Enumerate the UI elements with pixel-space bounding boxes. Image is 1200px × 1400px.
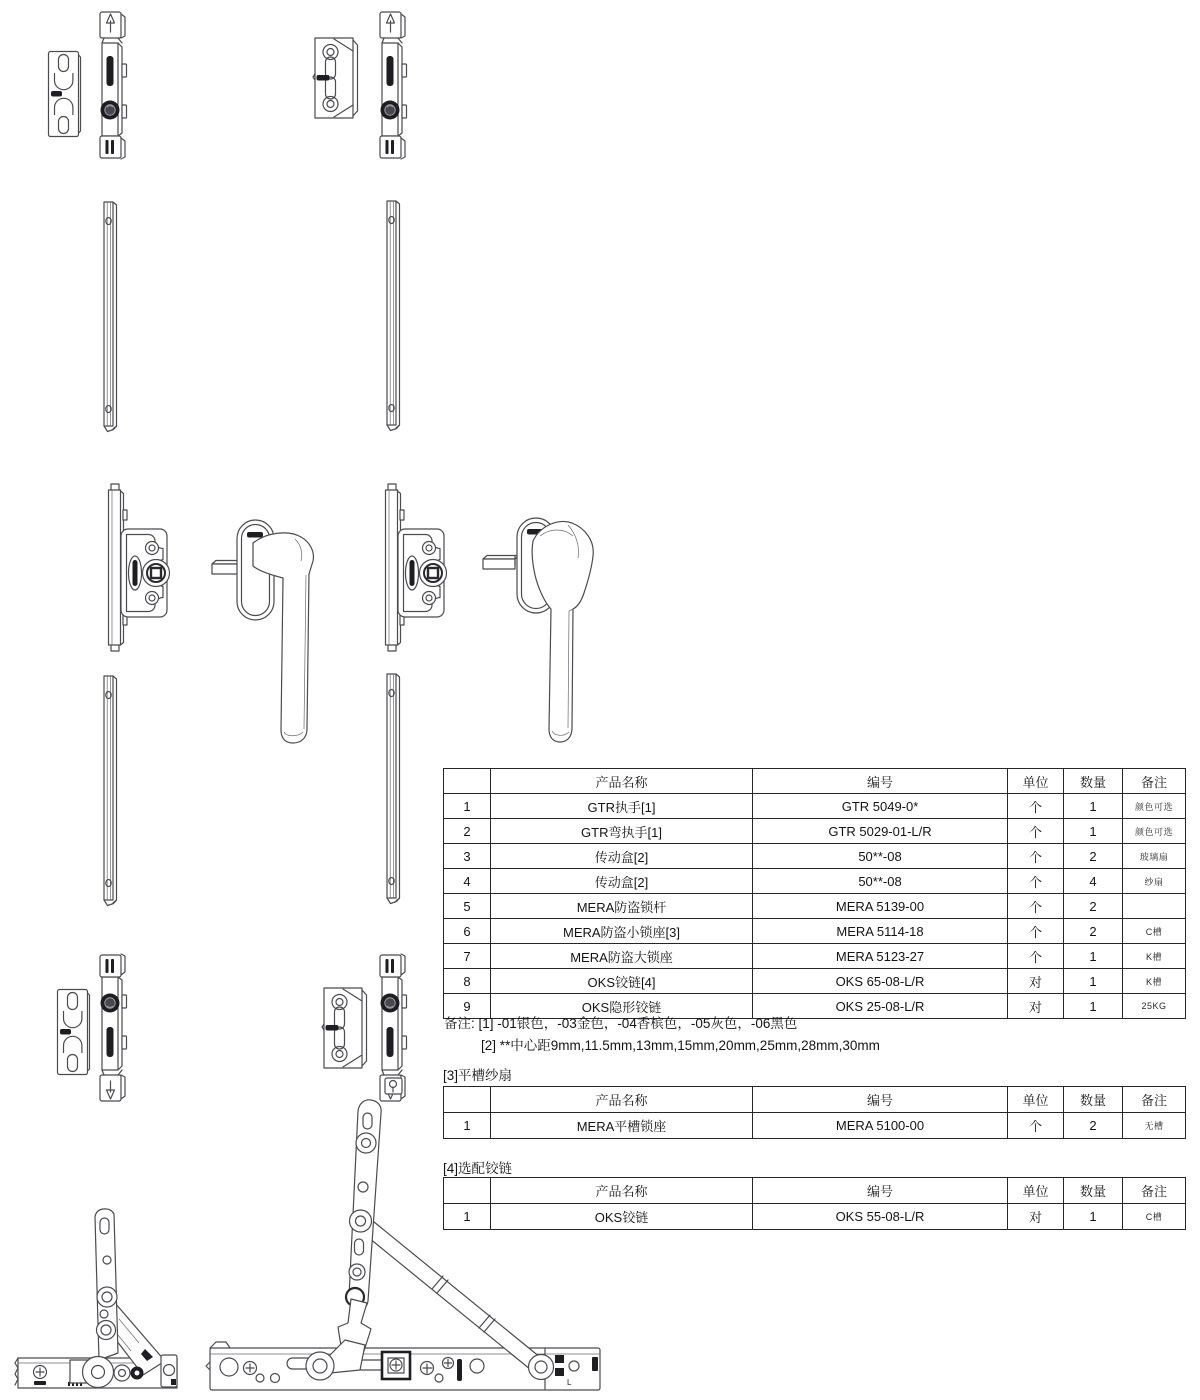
hinge-arm (95, 1209, 118, 1360)
table-row (444, 1204, 1186, 1230)
table-cell: 个 (1008, 844, 1064, 869)
handle-spindle (483, 556, 519, 570)
table-cell: MERA 5123-27 (753, 944, 1008, 969)
hinge-track-mark: L (567, 1378, 572, 1387)
note-line (444, 1013, 880, 1035)
column-header: 单位 (1008, 1178, 1064, 1204)
table-cell: MERA防盗锁杆 (491, 894, 753, 919)
table-cell: 对 (1008, 994, 1064, 1019)
table-cell: OKS 55-08-L/R (753, 1204, 1008, 1230)
column-header: 备注 (1123, 1087, 1186, 1113)
gearbox-and-straight-handle (109, 484, 314, 743)
column-header: 数量 (1064, 1087, 1123, 1113)
table-row (444, 919, 1186, 944)
note-line (481, 1035, 880, 1057)
optional-hinge-table-label: [4]选配铰链 (443, 1161, 513, 1176)
table-cell: 2 (1064, 1113, 1123, 1139)
lock-group-bottom-left (58, 954, 127, 1101)
parts-table-main (443, 768, 1186, 1019)
table-cell: 25KG (1123, 994, 1186, 1019)
table-cell: 纱扇 (1123, 869, 1186, 894)
parts-table (443, 1086, 1186, 1139)
table-cell: 个 (1008, 919, 1064, 944)
drive-gearbox-drawing (386, 484, 447, 651)
column-header: 备注 (1123, 1178, 1186, 1204)
table-cell: OKS铰链 (491, 1204, 753, 1230)
table-cell: MERA 5100-00 (753, 1113, 1008, 1139)
table-cell: 4 (444, 869, 491, 894)
column-header: 单位 (1008, 769, 1064, 794)
table-cell: 6 (444, 919, 491, 944)
table-cell: 1 (1064, 794, 1123, 819)
large-keeper-plate-drawing (322, 988, 367, 1068)
table-cell: 8 (444, 969, 491, 994)
table-row (444, 969, 1186, 994)
table-cell: 个 (1008, 869, 1064, 894)
column-header: 数量 (1064, 1178, 1123, 1204)
column-header: 产品名称 (491, 769, 753, 794)
table-cell: 对 (1008, 969, 1064, 994)
lock-bar-drawing (380, 12, 407, 159)
table-cell: MERA 5139-00 (753, 894, 1008, 919)
lock-rod-drawing (104, 676, 117, 906)
hinge-main-arm (306, 1078, 402, 1380)
table-cell: 2 (444, 819, 491, 844)
table-cell (1123, 894, 1186, 919)
note-prefix: 备注: (444, 1016, 475, 1031)
table-row (444, 1113, 1186, 1139)
table-cell: C槽 (1123, 919, 1186, 944)
lock-rod-drawing (104, 202, 117, 432)
lock-rod-drawing (387, 201, 400, 431)
table-cell: 个 (1008, 1113, 1064, 1139)
table-cell: OKS铰链[4] (491, 969, 753, 994)
table-row (444, 944, 1186, 969)
table-cell: 50**-08 (753, 844, 1008, 869)
note-text: [1] -01银色，-03金色，-04香槟色，-05灰色，-06黑色 (478, 1016, 798, 1031)
gearbox-and-bent-handle (386, 484, 594, 742)
column-header: 数量 (1064, 769, 1123, 794)
table-cell: 传动盒[2] (491, 844, 753, 869)
table-row (444, 844, 1186, 869)
table-cell: 2 (1064, 844, 1123, 869)
table-cell: MERA防盗小锁座[3] (491, 919, 753, 944)
column-header: 备注 (1123, 769, 1186, 794)
table-cell: 1 (1064, 969, 1123, 994)
table-cell: 颜色可选 (1123, 819, 1186, 844)
table-row (444, 869, 1186, 894)
table-cell: 2 (1064, 894, 1123, 919)
column-header: 单位 (1008, 1087, 1064, 1113)
table-cell: K槽 (1123, 969, 1186, 994)
lock-group-top-right (313, 12, 407, 159)
table-cell: 1 (444, 1113, 491, 1139)
table-cell: 9 (444, 994, 491, 1019)
table-cell: OKS隐形铰链 (491, 994, 753, 1019)
table-header-row (444, 1178, 1186, 1204)
table-cell: 个 (1008, 894, 1064, 919)
parts-table (443, 1177, 1186, 1230)
table-cell: GTR 5029-01-L/R (753, 819, 1008, 844)
lock-bar-drawing (100, 12, 127, 159)
table-row (444, 794, 1186, 819)
notes-block (444, 1013, 880, 1057)
table-cell: 5 (444, 894, 491, 919)
table-cell: K槽 (1123, 944, 1186, 969)
column-header: 编号 (753, 769, 1008, 794)
drive-gearbox-drawing (109, 484, 170, 651)
note-text: [2] **中心距9mm,11.5mm,13mm,15mm,20mm,25mm,28mm,30mm (481, 1038, 880, 1053)
table-cell: OKS 25-08-L/R (753, 994, 1008, 1019)
column-header (444, 1178, 491, 1204)
table-cell: MERA平槽锁座 (491, 1113, 753, 1139)
table-cell: 2 (1064, 919, 1123, 944)
table-cell: GTR 5049-0* (753, 794, 1008, 819)
table-cell: 1 (444, 794, 491, 819)
column-header (444, 769, 491, 794)
table-cell: C槽 (1123, 1204, 1186, 1230)
table-row (444, 819, 1186, 844)
table-header-row (444, 769, 1186, 794)
column-header: 产品名称 (491, 1087, 753, 1113)
column-header: 编号 (753, 1178, 1008, 1204)
parts-table (443, 768, 1186, 1019)
table-cell: MERA 5114-18 (753, 919, 1008, 944)
column-header: 编号 (753, 1087, 1008, 1113)
window-handle-straight (237, 520, 313, 743)
parts-table-screen (443, 1086, 1186, 1139)
table-cell: 颜色可选 (1123, 794, 1186, 819)
table-header-row (444, 1087, 1186, 1113)
table-cell: MERA防盗大锁座 (491, 944, 753, 969)
table-cell: 1 (1064, 994, 1123, 1019)
small-keeper-plate-drawing (49, 52, 81, 137)
table-cell: GTR执手[1] (491, 794, 753, 819)
lock-rod-drawing (387, 674, 400, 904)
table-cell: 个 (1008, 819, 1064, 844)
hinge-small-drawing (15, 1209, 177, 1388)
table-cell: 1 (1064, 944, 1123, 969)
table-cell: GTR弯执手[1] (491, 819, 753, 844)
table-cell: OKS 65-08-L/R (753, 969, 1008, 994)
table-cell: 个 (1008, 794, 1064, 819)
table-cell: 1 (1064, 1204, 1123, 1230)
table-cell: 50**-08 (753, 869, 1008, 894)
screen-table-label: [3]平槽纱扇 (443, 1068, 513, 1083)
table-cell: 7 (444, 944, 491, 969)
table-cell: 1 (444, 1204, 491, 1230)
lock-group-top-left (49, 12, 127, 159)
table-cell: 4 (1064, 869, 1123, 894)
table-cell: 1 (1064, 819, 1123, 844)
table-cell: 传动盒[2] (491, 869, 753, 894)
column-header: 产品名称 (491, 1178, 753, 1204)
table-row (444, 894, 1186, 919)
parts-table-optional-hinge (443, 1177, 1186, 1230)
small-keeper-plate-drawing (58, 990, 90, 1075)
window-handle-bent (517, 518, 593, 742)
table-cell: 玻璃扇 (1123, 844, 1186, 869)
table-cell: 对 (1008, 1204, 1064, 1230)
lock-bar-drawing (100, 954, 127, 1101)
table-cell: 无槽 (1123, 1113, 1186, 1139)
table-cell: 3 (444, 844, 491, 869)
large-keeper-plate-drawing (313, 38, 358, 118)
column-header (444, 1087, 491, 1113)
table-cell: 个 (1008, 944, 1064, 969)
